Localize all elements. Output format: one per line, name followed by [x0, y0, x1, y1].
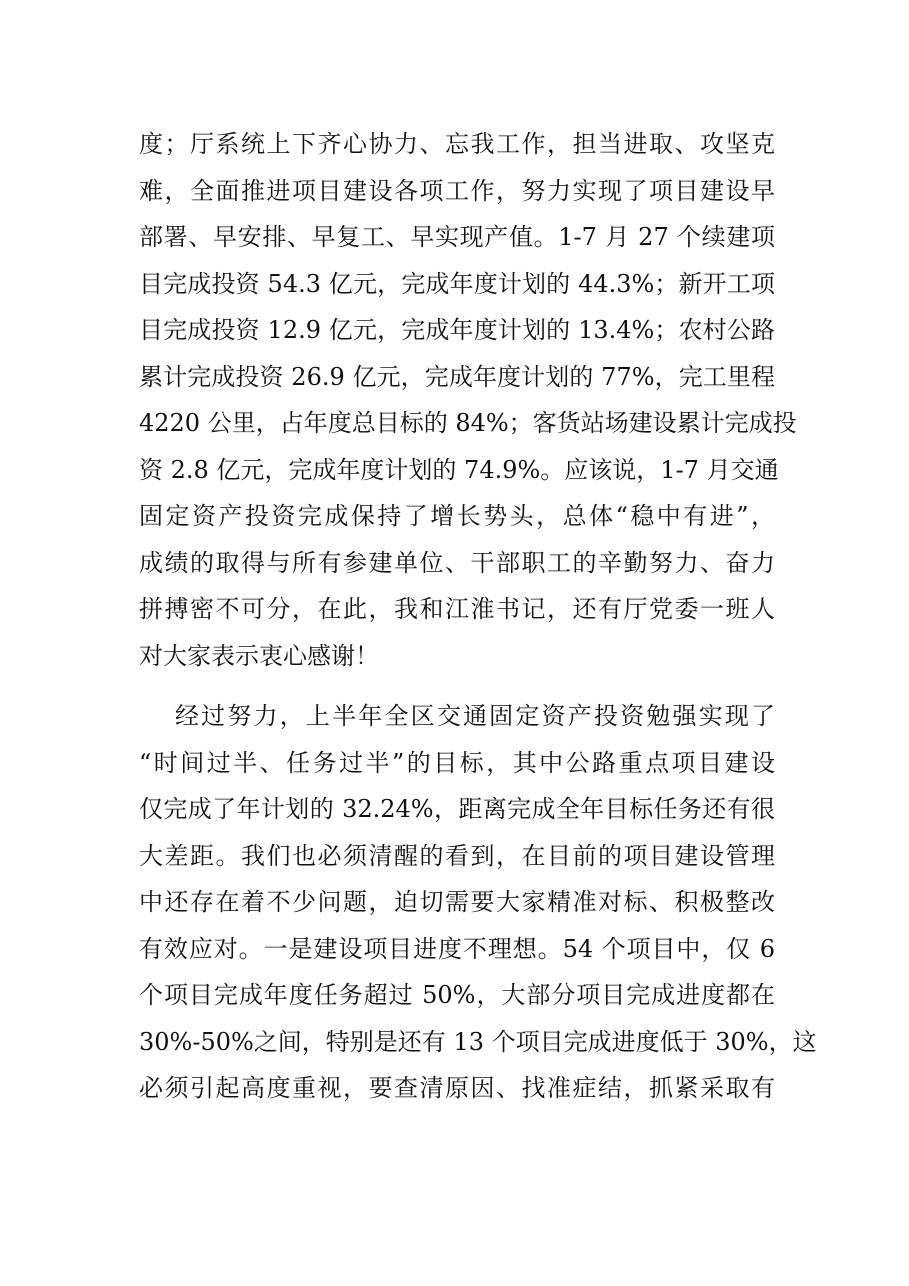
paragraph-2	[139, 693, 817, 1112]
paragraph-line: 个项目完成年度任务超过 50%，大部分项目完成进度都在	[139, 981, 775, 1009]
paragraph-spacer	[139, 679, 775, 693]
paragraph-line: 大差距。我们也必须清醒的看到，在目前的项目建设管理	[139, 841, 775, 870]
paragraph-line: 对大家表示衷心感谢！	[139, 641, 379, 670]
paragraph-1	[139, 121, 797, 679]
paragraph-line: “时间过半、任务过半”的目标，其中公路重点项目建设	[139, 748, 775, 777]
paragraph-line: 仅完成了年计划的 32.24%，距离完成全年目标任务还有很	[139, 795, 775, 823]
paragraph-line: 固定资产投资完成保持了增长势头，总体“稳中有进”，	[139, 502, 775, 530]
paragraph-line: 度；厅系统上下齐心协力、忘我工作，担当进取、攻坚克	[139, 130, 775, 158]
paragraph-line: 成绩的取得与所有参建单位、干部职工的辛勤努力、奋力	[139, 548, 775, 577]
paragraph-line: 部署、早安排、早复工、早实现产值。1-7 月 27 个续建项	[139, 223, 775, 251]
paragraph-line: 目完成投资 12.9 亿元，完成年度计划的 13.4%；农村公路	[139, 316, 775, 344]
paragraph-line: 有效应对。一是建设项目进度不理想。54 个项目中，仅 6	[139, 934, 775, 963]
paragraph-line: 难，全面推进项目建设各项工作，努力实现了项目建设早	[139, 176, 775, 205]
paragraph-line: 资 2.8 亿元，完成年度计划的 74.9%。应该说，1-7 月交通	[139, 455, 779, 484]
document-body	[139, 121, 817, 1112]
paragraph-line: 经过努力，上半年全区交通固定资产投资勉强实现了	[175, 702, 775, 730]
paragraph-line: 目完成投资 54.3 亿元，完成年度计划的 44.3%；新开工项	[139, 269, 775, 298]
paragraph-line: 4220 公里，占年度总目标的 84%；客货站场建设累计完成投	[139, 409, 797, 437]
paragraph-line: 30%-50%之间，特别是还有 13 个项目完成进度低于 30%，这	[139, 1027, 817, 1056]
paragraph-line: 拼搏密不可分，在此，我和江淮书记，还有厅党委一班人	[139, 595, 775, 623]
paragraph-line: 中还存在着不少问题，迫切需要大家精准对标、积极整改	[139, 888, 775, 916]
paragraph-line: 必须引起高度重视，要查清原因、找准症结，抓紧采取有	[139, 1074, 775, 1102]
paragraph-line: 累计完成投资 26.9 亿元，完成年度计划的 77%，完工里程	[139, 362, 775, 391]
